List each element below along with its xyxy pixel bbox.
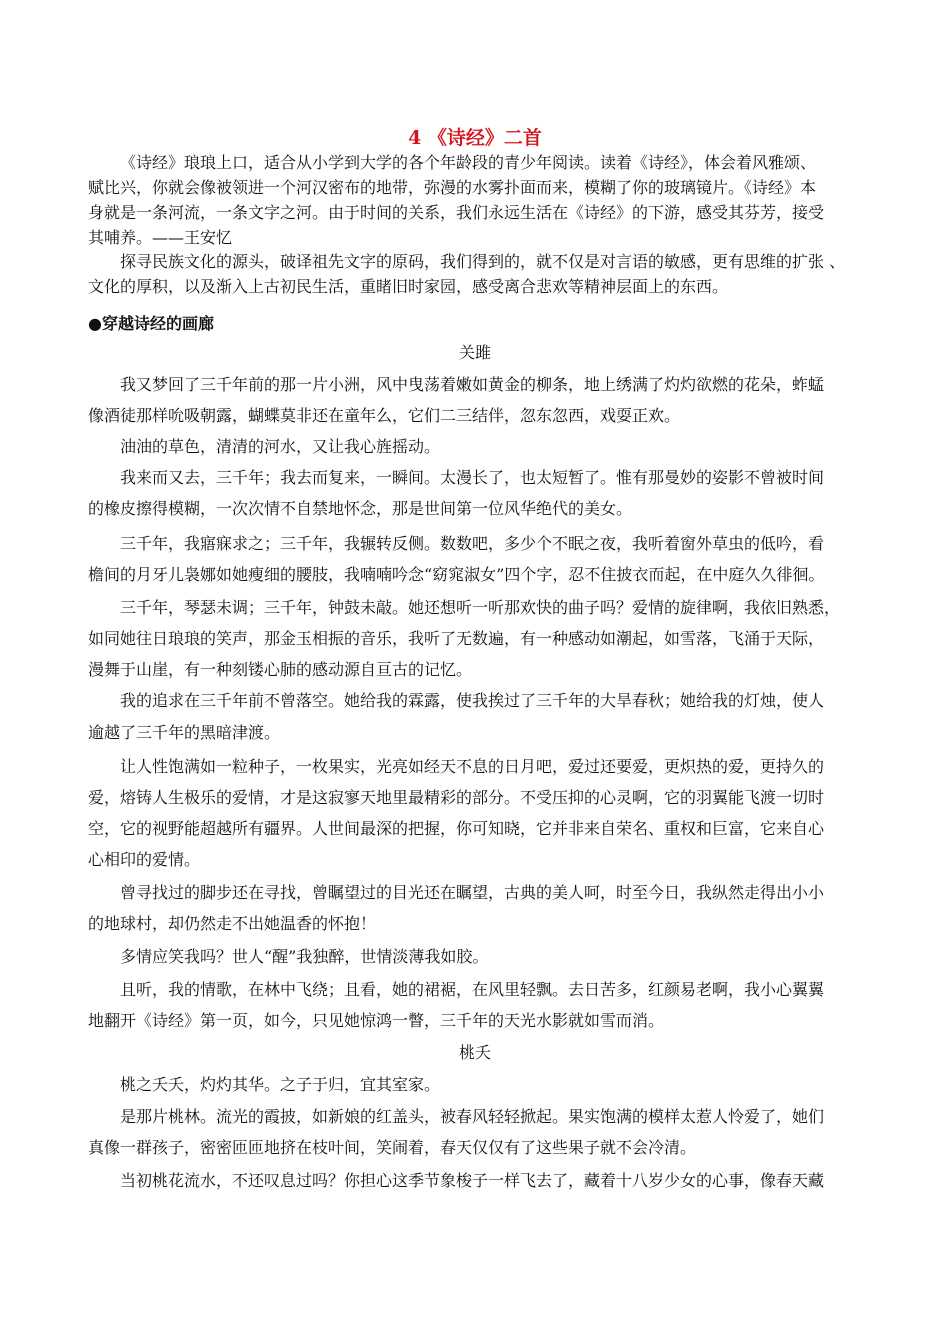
essay-line: 三千年，我寤寐求之；三千年，我辗转反侧。数数吧，多少个不眠之夜，我听着窗外草虫的低吟，看: [120, 534, 825, 553]
section-heading: ●穿越诗经的画廊: [88, 314, 214, 333]
intro-line: 文化的厚积，以及渐入上古初民生活，重睹旧时家园，感受离合悲欢等精神层面上的东西。: [88, 277, 729, 296]
essay-line: 地翻开《诗经》第一页，如今，只见她惊鸿一瞥，三千年的天光水影就如雪而消。: [88, 1011, 665, 1030]
essay-line: 真像一群孩子，密密匝匝地挤在枝叶间，笑闹着，春天仅仅有了这些果子就不会冷清。: [88, 1138, 697, 1157]
essay-line: 我来而又去，三千年；我去而复来，一瞬间。太漫长了，也太短暂了。惟有那曼妙的姿影不曾被时间: [120, 468, 825, 487]
essay-line: 像酒徒那样吮吸朝露，蝴蝶莫非还在童年么，它们二三结伴，忽东忽西，戏耍正欢。: [88, 406, 681, 425]
poem-title-taoyao: 桃夭: [458, 1043, 491, 1062]
essay-line: 三千年，琴瑟未调；三千年，钟鼓未敲。她还想听一听那欢快的曲子吗？爱情的旋律啊，我依旧熟悉，: [120, 598, 841, 617]
intro-line: 其哺养。——王安忆: [88, 228, 233, 247]
essay-line: 如同她往日琅琅的笑声，那金玉相振的音乐，我听了无数遍，有一种感动如潮起，如雪落，飞涌于天际，: [88, 629, 825, 648]
essay-line: 心相印的爱情。: [88, 850, 201, 869]
essay-line: 檐间的月牙儿袅娜如她瘦细的腰肢，我喃喃吟念“窈窕淑女”四个字，忍不住披衣而起，在中庭久久徘徊。: [88, 565, 825, 584]
essay-line: 逾越了三千年的黑暗津渡。: [88, 723, 281, 742]
essay-line: 让人性饱满如一粒种子，一枚果实，光亮如经天不息的日月吧，爱过还要爱，更炽热的爱，更持久的: [120, 757, 825, 776]
essay-line: 的地球村，却仍然走不出她温香的怀抱！: [88, 914, 377, 933]
intro-line: 赋比兴，你就会像被领进一个河汉密布的地带，弥漫的水雾扑面而来，模糊了你的玻璃镜片。《诗经》本: [88, 178, 817, 197]
essay-line: 漫舞于山崖，有一种刻镂心肺的感动源自亘古的记忆。: [88, 660, 473, 679]
intro-line: 探寻民族文化的源头，破译祖先文字的原码，我们得到的，就不仅是对言语的敏感，更有思维的扩张 、: [120, 252, 846, 271]
essay-line: 的橡皮擦得模糊，一次次情不自禁地怀念，那是世间第一位风华绝代的美女。: [88, 499, 633, 518]
essay-line: 且听，我的情歌，在林中飞绕；且看，她的裙裾，在风里轻飘。去日苦多，红颜易老啊，我小心翼翼: [120, 980, 825, 999]
intro-line: 身就是一条河流，一条文字之河。由于时间的关系，我们永远生活在《诗经》的下游，感受其芬芳，接受: [88, 203, 825, 222]
essay-line: 当初桃花流水，不还叹息过吗？你担心这季节象梭子一样飞去了，藏着十八岁少女的心事，像春天藏: [120, 1171, 825, 1190]
essay-line: 曾寻找过的脚步还在寻找，曾瞩望过的目光还在瞩望，古典的美人呵，时至今日，我纵然走得出小小: [120, 883, 825, 902]
essay-line: 我又梦回了三千年前的那一片小洲，风中曳荡着嫩如黄金的柳条，地上绣满了灼灼欲燃的花朵，蚱蜢: [120, 375, 825, 394]
poem-title-guanju: 关雎: [458, 343, 491, 362]
essay-line: 多情应笑我吗？世人“醒”我独醉，世情淡薄我如胶。: [120, 947, 489, 966]
essay-line: 我的追求在三千年前不曾落空。她给我的霖露，使我挨过了三千年的大旱春秋；她给我的灯烛，使人: [120, 691, 825, 710]
essay-line: 是那片桃林。流光的霞披，如新娘的红盖头，被春风轻轻掀起。果实饱满的模样太惹人怜爱了，她们: [120, 1107, 825, 1126]
essay-line: 桃之夭夭，灼灼其华。之子于归，宜其室家。: [120, 1075, 441, 1094]
essay-line: 爱，熔铸人生极乐的爱情，才是这寂寥天地里最精彩的部分。不受压抑的心灵啊，它的羽翼能飞渡一切时: [88, 788, 825, 807]
essay-line: 空，它的视野能超越所有疆界。人世间最深的把握，你可知晓，它并非来自荣名、重权和巨富，它来自心: [88, 819, 825, 838]
intro-line: 《诗经》琅琅上口，适合从小学到大学的各个年龄段的青少年阅读。读着《诗经》，体会着风雅颂、: [120, 153, 817, 172]
essay-line: 油油的草色，清清的河水，又让我心旌摇动。: [120, 437, 441, 456]
page-title: 4 《诗经》二首: [408, 127, 542, 149]
